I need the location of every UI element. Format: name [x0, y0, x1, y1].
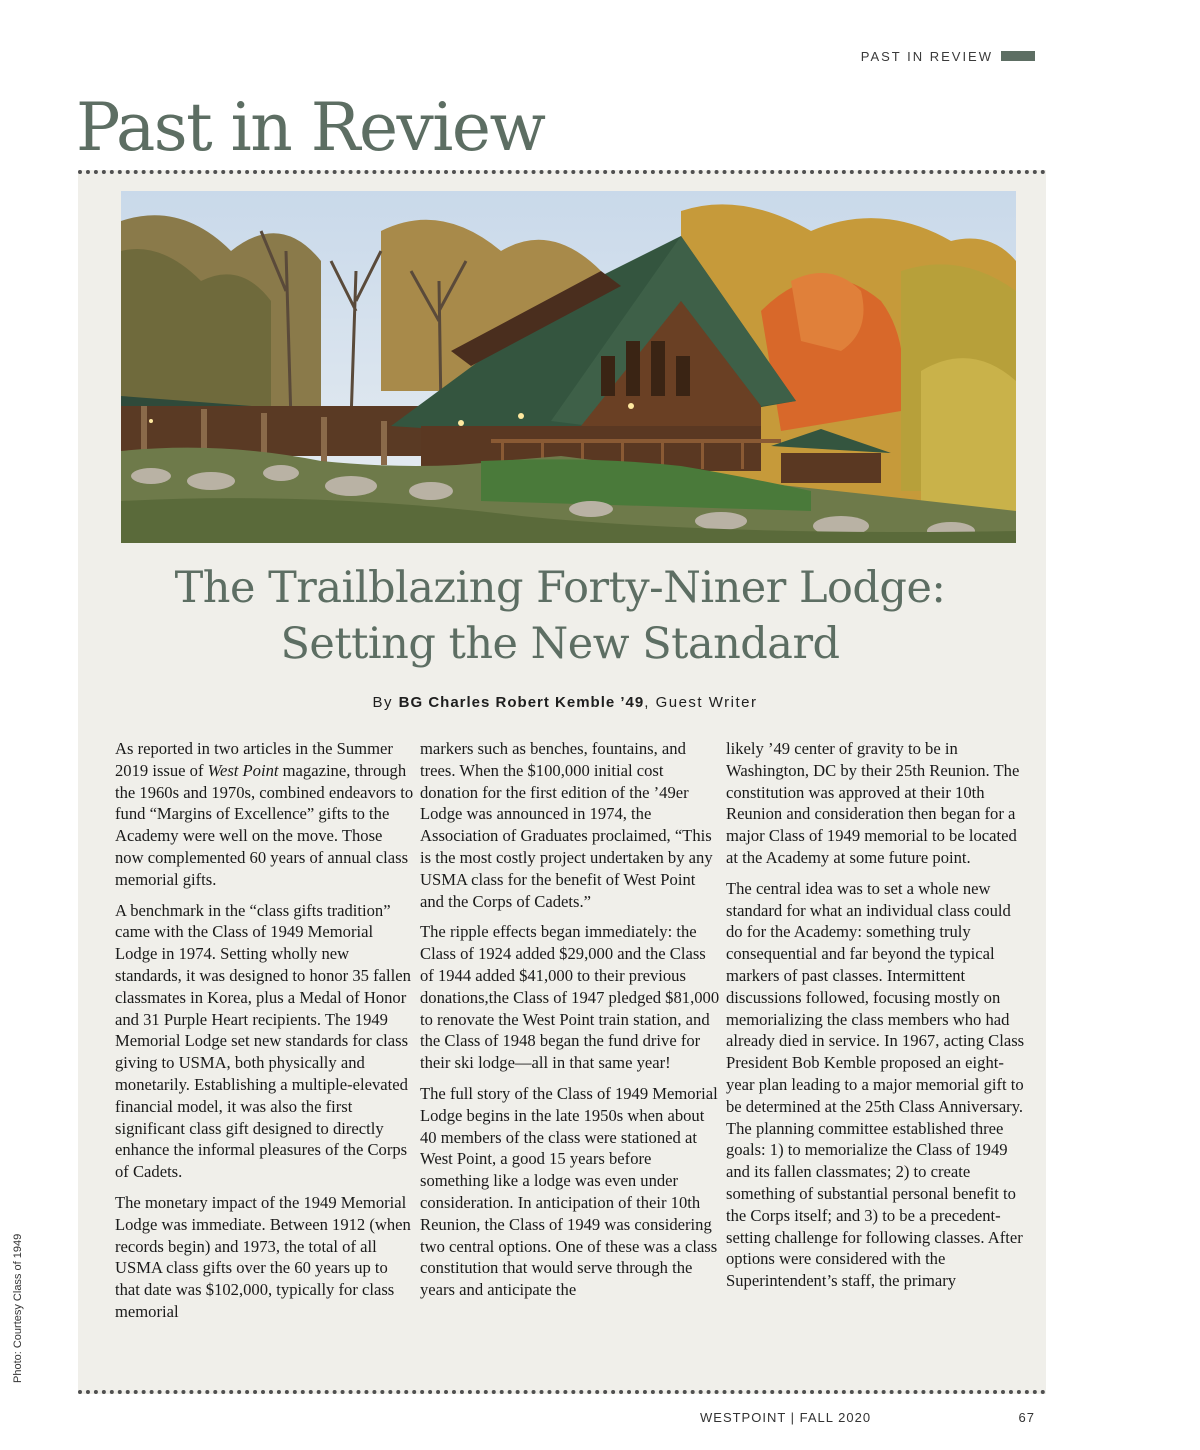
paragraph: A benchmark in the “class gifts tradition” came with the Class of 1949 Memorial Lodge in 1974. Setting wholly new standards, it was designed to honor 35 fallen classmates in Korea, plus a Medal of Honor and 31 Purple Heart recipients. The 1949 Memorial Lodge set new standards for class giving to USMA, both physically and monetarily. Establishing a multiple-elevated financial model, it was also the first significant class gift designed to directly enhance the informal pleasures of the Corps of Cadets. — [115, 900, 411, 1182]
article-column-1 — [115, 738, 415, 1332]
paragraph: The full story of the Class of 1949 Memorial Lodge begins in the late 1950s when about 40 members of the class were stationed at West Point, a good 15 years before something like a lodge was even under consideration. In anticipation of their 10th Reunion, the Class of 1949 was considering two central options. One of these was a class constitution that would serve through the years and anticipate the — [420, 1083, 718, 1300]
section-title: Past in Review — [76, 89, 545, 166]
paragraph: likely ’49 center of gravity to be in Washington, DC by their 25th Reunion. The constitution was approved at their 10th Reunion and consideration then began for a major Class of 1949 memorial to be located at the Academy at some future point. — [726, 739, 1020, 867]
running-head-bar — [1001, 51, 1035, 61]
running-head-label: PAST IN REVIEW — [860, 48, 993, 64]
article-column-2 — [420, 738, 720, 1310]
byline-prefix: By — [372, 694, 399, 711]
page-number: 67 — [1018, 1410, 1035, 1425]
headline-line-2: Setting the New Standard — [280, 619, 840, 669]
running-head — [840, 46, 1035, 66]
page-footer — [700, 1410, 1035, 1425]
magazine-title: West Point — [207, 760, 279, 780]
byline-author: BG Charles Robert Kemble ’49 — [398, 694, 645, 711]
paragraph: The monetary impact of the 1949 Memorial Lodge was immediate. Between 1912 (when records begin) and 1973, the total of all USMA class gifts over the 60 years up to that date was $102,000, typically for class memorial — [115, 1192, 411, 1321]
headline-line-1: The Trailblazing Forty-Niner Lodge: — [174, 563, 946, 613]
lodge-photo — [121, 191, 1016, 543]
paragraph: markers such as benches, fountains, and trees. When the $100,000 initial cost donation for the first edition of the ’49er Lodge was announced in 1974, the Association of Graduates proclaimed, “This is the most costly project undertaken by any USMA class for the benefit of West Point and the Corps of Cadets.” — [420, 739, 713, 911]
paragraph-text: magazine, through the 1960s and 1970s, combined endeavors to fund “Margins of Excellence” gifts to the Academy were well on the move. Those now complemented 60 years of annual class memorial gifts. — [115, 760, 414, 889]
byline-suffix: , Guest Writer — [644, 694, 758, 711]
footer-publication: WESTPOINT | FALL 2020 — [700, 1410, 872, 1425]
article-headline — [100, 560, 1020, 672]
byline — [100, 694, 1030, 711]
paragraph: The central idea was to set a whole new standard for what an individual class could do for the Academy: something truly consequential and far beyond the typical markers of past classes. Intermittent discussions followed, focusing mostly on memorializing the class members who had already died in service. In 1967, acting Class President Bob Kemble proposed an eight-year plan leading to a major memorial gift to be determined at the 25th Class Anniversary. The planning committee established three goals: 1) to memorialize the Class of 1949 and its fallen classmates; 2) to create something of substantial personal benefit to the Corps itself; and 3) to be a precedent-setting challenge for following classes. After options were considered with the Superintendent’s staff, the primary — [726, 878, 1025, 1291]
paragraph: The ripple effects began immediately: the Class of 1924 added $29,000 and the Class of 1944 added $41,000 to their previous donations,the Class of 1947 pledged $81,000 to renovate the West Point train station, and the Class of 1948 began the fund drive for their ski lodge—all in that same year! — [420, 922, 720, 1073]
paragraph-text: As reported in two articles in the Summer 2019 issue of — [115, 739, 393, 780]
article-column-3 — [726, 738, 1026, 1301]
photo-credit: Photo: Courtesy Class of 1949 — [12, 1233, 24, 1383]
paragraph — [115, 738, 415, 891]
